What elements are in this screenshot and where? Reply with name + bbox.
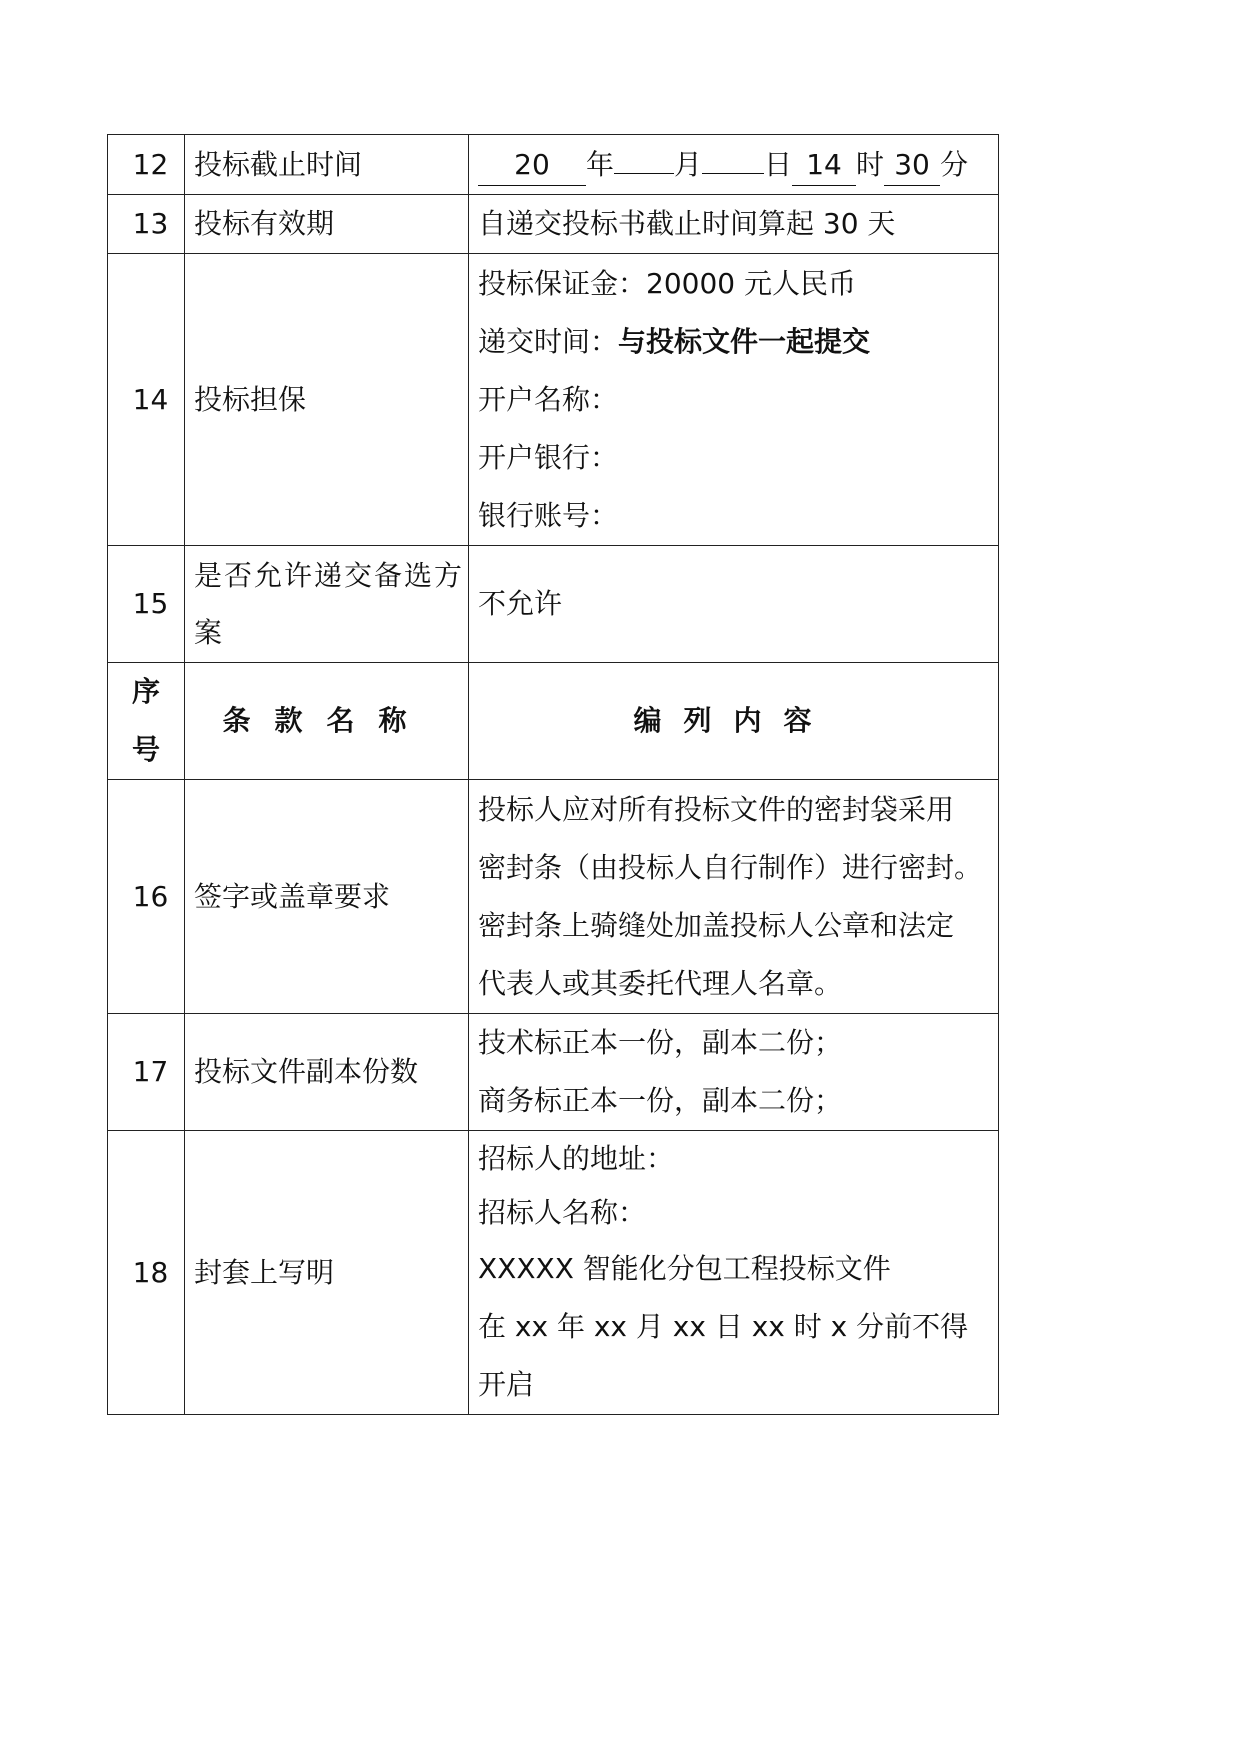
- deadline-year-value: 20: [478, 145, 586, 186]
- content-line: 技术标正本一份，副本二份；: [478, 1026, 843, 1059]
- content-line: 代表人或其委托代理人名章。: [478, 966, 843, 1000]
- content-line: 银行账号：: [478, 498, 619, 532]
- deadline-minute-unit: 分: [940, 147, 969, 181]
- table-row: [108, 546, 999, 663]
- clause-content: [469, 1131, 999, 1415]
- header-number-line2: 号: [131, 733, 160, 766]
- deadline-year-unit: 年: [586, 147, 615, 181]
- content-line: 密封条（由投标人自行制作）进行密封。: [478, 850, 983, 884]
- row-number: 17: [108, 1014, 185, 1131]
- table-row: [108, 254, 999, 546]
- clause-content: [469, 254, 999, 546]
- row-number: 12: [108, 135, 185, 195]
- clause-name: 投标担保: [185, 254, 469, 546]
- content-line: 密封条上骑缝处加盖投标人公章和法定: [478, 908, 955, 942]
- bid-terms-table: [107, 134, 999, 1415]
- row-number: 13: [108, 195, 185, 254]
- deadline-day-unit: 日: [764, 147, 793, 181]
- row-number: 14: [108, 254, 185, 546]
- deadline-minute-value: 30: [884, 145, 940, 186]
- row-number: 18: [108, 1131, 185, 1415]
- clause-content: [469, 1014, 999, 1131]
- content-line: 招标人名称：: [478, 1195, 647, 1229]
- table-row: [108, 195, 999, 254]
- clause-content: 自递交投标书截止时间算起 30 天: [469, 195, 999, 254]
- deadline-month-unit: 月: [674, 147, 703, 181]
- table-row: [108, 780, 999, 1014]
- header-number-line1: 序: [131, 675, 160, 708]
- content-line: 开户银行：: [478, 440, 619, 474]
- row-number: 16: [108, 780, 185, 1014]
- header-clause-name: 条款名称: [185, 663, 469, 780]
- submit-time-line: [478, 313, 998, 371]
- row-number: 15: [108, 546, 185, 663]
- content-line: 在 xx 年 xx 月 xx 日 xx 时 x 分前不得: [478, 1309, 969, 1343]
- table-row: [108, 1014, 999, 1131]
- table-row: [108, 135, 999, 195]
- content-line: 开启: [478, 1367, 535, 1401]
- deadline-hour-value: 14: [792, 145, 856, 186]
- table-row: [108, 1131, 999, 1415]
- deadline-day-value: [702, 173, 764, 174]
- clause-name: 投标截止时间: [185, 135, 469, 195]
- table-header-row: [108, 663, 999, 780]
- clause-content: [469, 780, 999, 1014]
- clause-name: 是否允许递交备选方案: [185, 546, 469, 663]
- submit-time-label: 递交时间：: [478, 324, 619, 358]
- clause-name: 封套上写明: [185, 1131, 469, 1415]
- deadline-month-value: [614, 173, 674, 174]
- header-content: 编列内容: [469, 663, 999, 780]
- content-line: 招标人的地址：: [478, 1141, 675, 1175]
- deadline-hour-unit: 时: [856, 147, 885, 181]
- clause-name: 投标文件副本份数: [185, 1014, 469, 1131]
- deadline-cell: [469, 135, 999, 195]
- submit-time-value: 与投标文件一起提交: [618, 324, 871, 358]
- clause-content: 不允许: [469, 546, 999, 663]
- content-line: 开户名称：: [478, 382, 619, 416]
- content-line: 投标保证金：20000 元人民币: [478, 266, 856, 300]
- header-number: [108, 663, 185, 780]
- clause-name: 投标有效期: [185, 195, 469, 254]
- content-line: XXXXX 智能化分包工程投标文件: [478, 1251, 891, 1285]
- clause-name: 签字或盖章要求: [185, 780, 469, 1014]
- content-line: 商务标正本一份，副本二份；: [478, 1084, 843, 1117]
- content-line: 投标人应对所有投标文件的密封袋采用: [478, 792, 955, 826]
